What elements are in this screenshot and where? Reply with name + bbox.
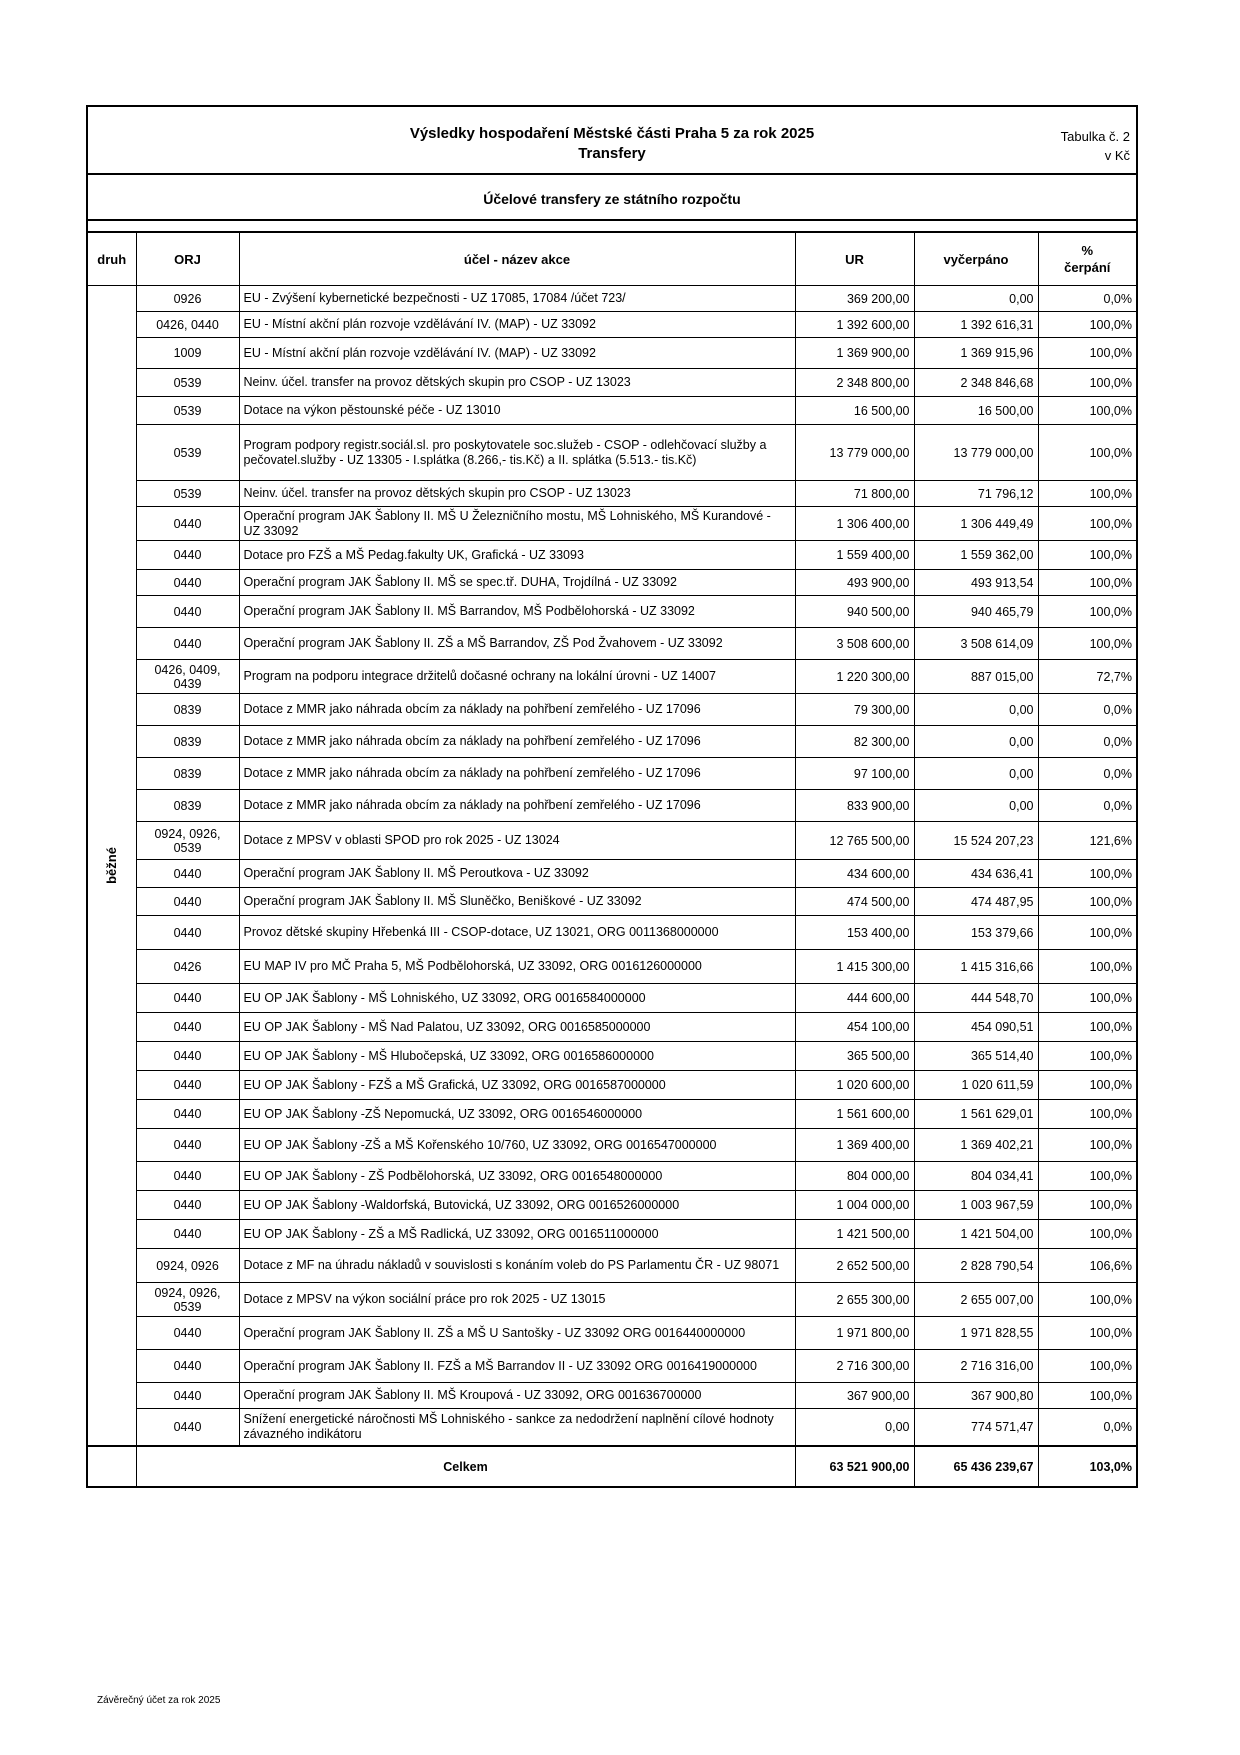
- spent-cell: 474 487,95: [914, 888, 1038, 916]
- percent-cell: 100,0%: [1038, 1220, 1136, 1249]
- table-row: [88, 660, 1136, 694]
- ur-cell: 1 415 300,00: [795, 950, 914, 984]
- spent-cell: 493 913,54: [914, 570, 1038, 596]
- ur-cell: 1 004 000,00: [795, 1191, 914, 1220]
- orj-cell: 0440: [136, 984, 239, 1013]
- purpose-cell: Operační program JAK Šablony II. MŠ U Železničního mostu, MŠ Lohniského, MŠ Kurandové - UZ 33092: [239, 507, 795, 541]
- table-row: [88, 1013, 1136, 1042]
- ur-cell: 833 900,00: [795, 790, 914, 822]
- orj-cell: 0440: [136, 1100, 239, 1129]
- table-row: [88, 984, 1136, 1013]
- orj-cell: 0924, 0926: [136, 1249, 239, 1283]
- ur-cell: 2 655 300,00: [795, 1283, 914, 1317]
- spent-cell: 71 796,12: [914, 481, 1038, 507]
- spent-cell: 454 090,51: [914, 1013, 1038, 1042]
- table-row: [88, 628, 1136, 660]
- spent-cell: 0,00: [914, 758, 1038, 790]
- orj-cell: 0440: [136, 1071, 239, 1100]
- total-ur-cell: 63 521 900,00: [795, 1446, 914, 1488]
- ur-cell: 16 500,00: [795, 397, 914, 425]
- orj-cell: 0440: [136, 1013, 239, 1042]
- purpose-cell: Dotace z MMR jako náhrada obcím za náklady na pohřbení zemřelého - UZ 17096: [239, 758, 795, 790]
- percent-cell: 100,0%: [1038, 1100, 1136, 1129]
- percent-cell: 72,7%: [1038, 660, 1136, 694]
- ur-cell: 369 200,00: [795, 286, 914, 312]
- orj-cell: 0440: [136, 1162, 239, 1191]
- percent-cell: 100,0%: [1038, 507, 1136, 541]
- ur-cell: 12 765 500,00: [795, 822, 914, 860]
- table-row: [88, 425, 1136, 481]
- table-row: [88, 312, 1136, 338]
- document-subtitle: Transfery: [578, 145, 646, 162]
- orj-cell: 0440: [136, 1129, 239, 1162]
- percent-cell: 100,0%: [1038, 312, 1136, 338]
- table-row: [88, 1042, 1136, 1071]
- table-row: [88, 822, 1136, 860]
- spent-cell: 1 020 611,59: [914, 1071, 1038, 1100]
- ur-cell: 493 900,00: [795, 570, 914, 596]
- total-row: [88, 1446, 1136, 1488]
- column-header-orj: ORJ: [136, 232, 239, 286]
- footer-text: Závěrečný účet za rok 2025: [97, 1695, 221, 1706]
- table-row: [88, 507, 1136, 541]
- orj-cell: 0839: [136, 694, 239, 726]
- purpose-cell: Program podpory registr.sociál.sl. pro poskytovatele soc.služeb - CSOP - odlehčovací služby a pečovatel.služby - UZ 13305 - I.splátka (8.266,- tis.Kč) a II. splátka (5.513.- tis.Kč): [239, 425, 795, 481]
- purpose-cell: Dotace z MMR jako náhrada obcím za náklady na pohřbení zemřelého - UZ 17096: [239, 726, 795, 758]
- purpose-cell: Dotace z MPSV na výkon sociální práce pro rok 2025 - UZ 13015: [239, 1283, 795, 1317]
- spent-cell: 0,00: [914, 286, 1038, 312]
- table-row: [88, 1383, 1136, 1409]
- orj-cell: 0539: [136, 369, 239, 397]
- purpose-cell: EU OP JAK Šablony -ZŠ a MŠ Kořenského 10/760, UZ 33092, ORG 0016547000000: [239, 1129, 795, 1162]
- spent-cell: 2 655 007,00: [914, 1283, 1038, 1317]
- purpose-cell: Operační program JAK Šablony II. MŠ se spec.tř. DUHA, Trojdílná - UZ 33092: [239, 570, 795, 596]
- ur-cell: 2 652 500,00: [795, 1249, 914, 1283]
- section-divider: [88, 219, 1136, 221]
- ur-cell: 1 220 300,00: [795, 660, 914, 694]
- purpose-cell: Operační program JAK Šablony II. FZŠ a MŠ Barrandov II - UZ 33092 ORG 0016419000000: [239, 1350, 795, 1383]
- purpose-cell: Operační program JAK Šablony II. ZŠ a MŠ Barrandov, ZŠ Pod Žvahovem - UZ 33092: [239, 628, 795, 660]
- purpose-cell: Operační program JAK Šablony II. MŠ Sluněčko, Beniškové - UZ 33092: [239, 888, 795, 916]
- table-row: [88, 888, 1136, 916]
- percent-cell: 0,0%: [1038, 790, 1136, 822]
- ur-cell: 365 500,00: [795, 1042, 914, 1071]
- ur-cell: 444 600,00: [795, 984, 914, 1013]
- percent-cell: 0,0%: [1038, 726, 1136, 758]
- ur-cell: 1 971 800,00: [795, 1317, 914, 1350]
- orj-cell: 0426, 0409, 0439: [136, 660, 239, 694]
- table-row: [88, 694, 1136, 726]
- percent-cell: 100,0%: [1038, 628, 1136, 660]
- orj-cell: 0440: [136, 628, 239, 660]
- spent-cell: 365 514,40: [914, 1042, 1038, 1071]
- percent-cell: 106,6%: [1038, 1249, 1136, 1283]
- percent-cell: 100,0%: [1038, 369, 1136, 397]
- purpose-cell: EU - Místní akční plán rozvoje vzdělávání IV. (MAP) - UZ 33092: [239, 338, 795, 369]
- purpose-cell: EU OP JAK Šablony - MŠ Lohniského, UZ 33092, ORG 0016584000000: [239, 984, 795, 1013]
- percent-cell: 0,0%: [1038, 286, 1136, 312]
- column-header-pct-sign: %: [1081, 243, 1094, 258]
- table-row: [88, 1249, 1136, 1283]
- orj-cell: 0440: [136, 1042, 239, 1071]
- druh-label: běžné: [104, 846, 120, 884]
- orj-cell: 0440: [136, 1220, 239, 1249]
- spent-cell: 940 465,79: [914, 596, 1038, 628]
- table-row: [88, 1317, 1136, 1350]
- spent-cell: 3 508 614,09: [914, 628, 1038, 660]
- purpose-cell: Operační program JAK Šablony II. MŠ Peroutkova - UZ 33092: [239, 860, 795, 888]
- percent-cell: 100,0%: [1038, 1071, 1136, 1100]
- percent-cell: 100,0%: [1038, 860, 1136, 888]
- purpose-cell: EU OP JAK Šablony - MŠ Hlubočepská, UZ 33092, ORG 0016586000000: [239, 1042, 795, 1071]
- table-row: [88, 1350, 1136, 1383]
- spent-cell: 1 392 616,31: [914, 312, 1038, 338]
- orj-cell: 0839: [136, 790, 239, 822]
- orj-cell: 0924, 0926, 0539: [136, 822, 239, 860]
- total-spent-cell: 65 436 239,67: [914, 1446, 1038, 1488]
- druh-cell: [88, 286, 136, 1446]
- spent-cell: 0,00: [914, 790, 1038, 822]
- percent-cell: 100,0%: [1038, 1383, 1136, 1409]
- table-row: [88, 541, 1136, 570]
- purpose-cell: EU OP JAK Šablony -ZŠ Nepomucká, UZ 33092, ORG 0016546000000: [239, 1100, 795, 1129]
- purpose-cell: Program na podporu integrace držitelů dočasné ochrany na lokální úrovni - UZ 14007: [239, 660, 795, 694]
- orj-cell: 0440: [136, 1191, 239, 1220]
- percent-cell: 100,0%: [1038, 570, 1136, 596]
- purpose-cell: Neinv. účel. transfer na provoz dětských skupin pro CSOP - UZ 13023: [239, 481, 795, 507]
- purpose-cell: EU OP JAK Šablony - FZŠ a MŠ Grafická, UZ 33092, ORG 0016587000000: [239, 1071, 795, 1100]
- purpose-cell: Operační program JAK Šablony II. MŠ Kroupová - UZ 33092, ORG 001636700000: [239, 1383, 795, 1409]
- orj-cell: 0539: [136, 397, 239, 425]
- table-row: [88, 950, 1136, 984]
- spent-cell: 367 900,80: [914, 1383, 1038, 1409]
- ur-cell: 367 900,00: [795, 1383, 914, 1409]
- spent-cell: 2 348 846,68: [914, 369, 1038, 397]
- purpose-cell: Neinv. účel. transfer na provoz dětských skupin pro CSOP - UZ 13023: [239, 369, 795, 397]
- ur-cell: 454 100,00: [795, 1013, 914, 1042]
- spent-cell: 1 369 402,21: [914, 1129, 1038, 1162]
- table-row: [88, 860, 1136, 888]
- percent-cell: 100,0%: [1038, 1191, 1136, 1220]
- ur-cell: 71 800,00: [795, 481, 914, 507]
- spent-cell: 13 779 000,00: [914, 425, 1038, 481]
- table-row: [88, 1162, 1136, 1191]
- total-druh-cell: [88, 1446, 136, 1488]
- total-label-cell: Celkem: [136, 1446, 795, 1488]
- spent-cell: 1 415 316,66: [914, 950, 1038, 984]
- currency-label: v Kč: [1104, 148, 1130, 163]
- column-header-ur: UR: [795, 232, 914, 286]
- percent-cell: 100,0%: [1038, 541, 1136, 570]
- title-block: [88, 107, 1136, 175]
- table-row: [88, 1100, 1136, 1129]
- percent-cell: 100,0%: [1038, 338, 1136, 369]
- ur-cell: 82 300,00: [795, 726, 914, 758]
- column-header-vycerpano: vyčerpáno: [914, 232, 1038, 286]
- percent-cell: 121,6%: [1038, 822, 1136, 860]
- spent-cell: 2 716 316,00: [914, 1350, 1038, 1383]
- purpose-cell: Snížení energetické náročnosti MŠ Lohniského - sankce za nedodržení naplnění cílové hodnoty závazného indikátoru: [239, 1409, 795, 1446]
- orj-cell: 0440: [136, 507, 239, 541]
- percent-cell: 100,0%: [1038, 1317, 1136, 1350]
- table-row: [88, 1191, 1136, 1220]
- ur-cell: 0,00: [795, 1409, 914, 1446]
- table-row: [88, 570, 1136, 596]
- total-percent-cell: 103,0%: [1038, 1446, 1136, 1488]
- orj-cell: 0440: [136, 570, 239, 596]
- spent-cell: 887 015,00: [914, 660, 1038, 694]
- purpose-cell: EU OP JAK Šablony - ZŠ a MŠ Radlická, UZ 33092, ORG 0016511000000: [239, 1220, 795, 1249]
- ur-cell: 2 348 800,00: [795, 369, 914, 397]
- spent-cell: 1 559 362,00: [914, 541, 1038, 570]
- purpose-cell: EU - Místní akční plán rozvoje vzdělávání IV. (MAP) - UZ 33092: [239, 312, 795, 338]
- orj-cell: 0924, 0926, 0539: [136, 1283, 239, 1317]
- spent-cell: 1 306 449,49: [914, 507, 1038, 541]
- spent-cell: 1 003 967,59: [914, 1191, 1038, 1220]
- ur-cell: 940 500,00: [795, 596, 914, 628]
- purpose-cell: Dotace z MMR jako náhrada obcím za náklady na pohřbení zemřelého - UZ 17096: [239, 694, 795, 726]
- spent-cell: 1 561 629,01: [914, 1100, 1038, 1129]
- table-header-row: [88, 232, 1136, 286]
- spent-cell: 2 828 790,54: [914, 1249, 1038, 1283]
- purpose-cell: Operační program JAK Šablony II. MŠ Barrandov, MŠ Podbělohorská - UZ 33092: [239, 596, 795, 628]
- section-title: Účelové transfery ze státního rozpočtu: [483, 191, 741, 207]
- percent-cell: 100,0%: [1038, 1350, 1136, 1383]
- purpose-cell: EU - Zvýšení kybernetické bezpečnosti - UZ 17085, 17084 /účet 723/: [239, 286, 795, 312]
- orj-cell: 0440: [136, 1317, 239, 1350]
- orj-cell: 0426, 0440: [136, 312, 239, 338]
- purpose-cell: Dotace pro FZŠ a MŠ Pedag.fakulty UK, Grafická - UZ 33093: [239, 541, 795, 570]
- orj-cell: 0440: [136, 1350, 239, 1383]
- ur-cell: 79 300,00: [795, 694, 914, 726]
- purpose-cell: EU OP JAK Šablony - MŠ Nad Palatou, UZ 33092, ORG 0016585000000: [239, 1013, 795, 1042]
- purpose-cell: Dotace z MF na úhradu nákladů v souvislosti s konáním voleb do PS Parlamentu ČR - UZ 98071: [239, 1249, 795, 1283]
- table-row: [88, 758, 1136, 790]
- orj-cell: 0440: [136, 888, 239, 916]
- orj-cell: 0426: [136, 950, 239, 984]
- orj-cell: 0839: [136, 758, 239, 790]
- column-header-ucel: účel - název akce: [239, 232, 795, 286]
- orj-cell: 1009: [136, 338, 239, 369]
- spent-cell: 0,00: [914, 694, 1038, 726]
- table-row: [88, 596, 1136, 628]
- orj-cell: 0839: [136, 726, 239, 758]
- table-body: [88, 286, 1136, 1488]
- ur-cell: 1 559 400,00: [795, 541, 914, 570]
- purpose-cell: Provoz dětské skupiny Hřebenká III - CSOP-dotace, UZ 13021, ORG 0011368000000: [239, 916, 795, 950]
- ur-cell: 2 716 300,00: [795, 1350, 914, 1383]
- ur-cell: 434 600,00: [795, 860, 914, 888]
- column-header-pct: [1038, 232, 1136, 286]
- orj-cell: 0539: [136, 481, 239, 507]
- percent-cell: 100,0%: [1038, 1129, 1136, 1162]
- table-row: [88, 1220, 1136, 1249]
- orj-cell: 0440: [136, 596, 239, 628]
- orj-cell: 0539: [136, 425, 239, 481]
- percent-cell: 100,0%: [1038, 481, 1136, 507]
- percent-cell: 100,0%: [1038, 1042, 1136, 1071]
- document-frame: [86, 105, 1138, 1488]
- percent-cell: 0,0%: [1038, 758, 1136, 790]
- ur-cell: 3 508 600,00: [795, 628, 914, 660]
- column-header-druh: druh: [88, 232, 136, 286]
- table-number: Tabulka č. 2: [1060, 129, 1130, 144]
- spent-cell: 15 524 207,23: [914, 822, 1038, 860]
- spent-cell: 774 571,47: [914, 1409, 1038, 1446]
- table-row: [88, 1129, 1136, 1162]
- percent-cell: 100,0%: [1038, 916, 1136, 950]
- orj-cell: 0440: [136, 541, 239, 570]
- spent-cell: 444 548,70: [914, 984, 1038, 1013]
- percent-cell: 0,0%: [1038, 1409, 1136, 1446]
- table-row: [88, 338, 1136, 369]
- spent-cell: 1 369 915,96: [914, 338, 1038, 369]
- spent-cell: 1 971 828,55: [914, 1317, 1038, 1350]
- table-row: [88, 916, 1136, 950]
- percent-cell: 100,0%: [1038, 1283, 1136, 1317]
- spent-cell: 153 379,66: [914, 916, 1038, 950]
- spent-cell: 1 421 504,00: [914, 1220, 1038, 1249]
- purpose-cell: EU OP JAK Šablony -Waldorfská, Butovická, UZ 33092, ORG 0016526000000: [239, 1191, 795, 1220]
- ur-cell: 474 500,00: [795, 888, 914, 916]
- purpose-cell: Dotace z MMR jako náhrada obcím za náklady na pohřbení zemřelého - UZ 17096: [239, 790, 795, 822]
- spent-cell: 16 500,00: [914, 397, 1038, 425]
- percent-cell: 100,0%: [1038, 888, 1136, 916]
- percent-cell: 100,0%: [1038, 1162, 1136, 1191]
- percent-cell: 100,0%: [1038, 984, 1136, 1013]
- ur-cell: 97 100,00: [795, 758, 914, 790]
- purpose-cell: EU OP JAK Šablony - ZŠ Podbělohorská, UZ 33092, ORG 0016548000000: [239, 1162, 795, 1191]
- ur-cell: 1 561 600,00: [795, 1100, 914, 1129]
- ur-cell: 804 000,00: [795, 1162, 914, 1191]
- ur-cell: 1 369 400,00: [795, 1129, 914, 1162]
- transfers-table: [88, 231, 1136, 1488]
- orj-cell: 0440: [136, 860, 239, 888]
- ur-cell: 1 392 600,00: [795, 312, 914, 338]
- table-row: [88, 790, 1136, 822]
- orj-cell: 0440: [136, 1409, 239, 1446]
- table-row: [88, 1071, 1136, 1100]
- table-number-block: [1061, 127, 1130, 165]
- ur-cell: 1 369 900,00: [795, 338, 914, 369]
- table-row: [88, 481, 1136, 507]
- purpose-cell: Operační program JAK Šablony II. ZŠ a MŠ U Santošky - UZ 33092 ORG 0016440000000: [239, 1317, 795, 1350]
- table-row: [88, 369, 1136, 397]
- ur-cell: 1 020 600,00: [795, 1071, 914, 1100]
- spent-cell: 0,00: [914, 726, 1038, 758]
- ur-cell: 13 779 000,00: [795, 425, 914, 481]
- ur-cell: 1 421 500,00: [795, 1220, 914, 1249]
- percent-cell: 100,0%: [1038, 425, 1136, 481]
- table-row: [88, 397, 1136, 425]
- percent-cell: 0,0%: [1038, 694, 1136, 726]
- table-row: [88, 1409, 1136, 1446]
- table-row: [88, 726, 1136, 758]
- orj-cell: 0926: [136, 286, 239, 312]
- column-header-pct-label: čerpání: [1064, 260, 1111, 275]
- ur-cell: 153 400,00: [795, 916, 914, 950]
- orj-cell: 0440: [136, 916, 239, 950]
- orj-cell: 0440: [136, 1383, 239, 1409]
- table-row: [88, 1283, 1136, 1317]
- percent-cell: 100,0%: [1038, 1013, 1136, 1042]
- percent-cell: 100,0%: [1038, 596, 1136, 628]
- percent-cell: 100,0%: [1038, 397, 1136, 425]
- purpose-cell: EU MAP IV pro MČ Praha 5, MŠ Podbělohorská, UZ 33092, ORG 0016126000000: [239, 950, 795, 984]
- spent-cell: 804 034,41: [914, 1162, 1038, 1191]
- spent-cell: 434 636,41: [914, 860, 1038, 888]
- purpose-cell: Dotace na výkon pěstounské péče - UZ 13010: [239, 397, 795, 425]
- purpose-cell: Dotace z MPSV v oblasti SPOD pro rok 2025 - UZ 13024: [239, 822, 795, 860]
- table-row: [88, 286, 1136, 312]
- document-title: Výsledky hospodaření Městské části Praha 5 za rok 2025: [409, 125, 815, 142]
- ur-cell: 1 306 400,00: [795, 507, 914, 541]
- percent-cell: 100,0%: [1038, 950, 1136, 984]
